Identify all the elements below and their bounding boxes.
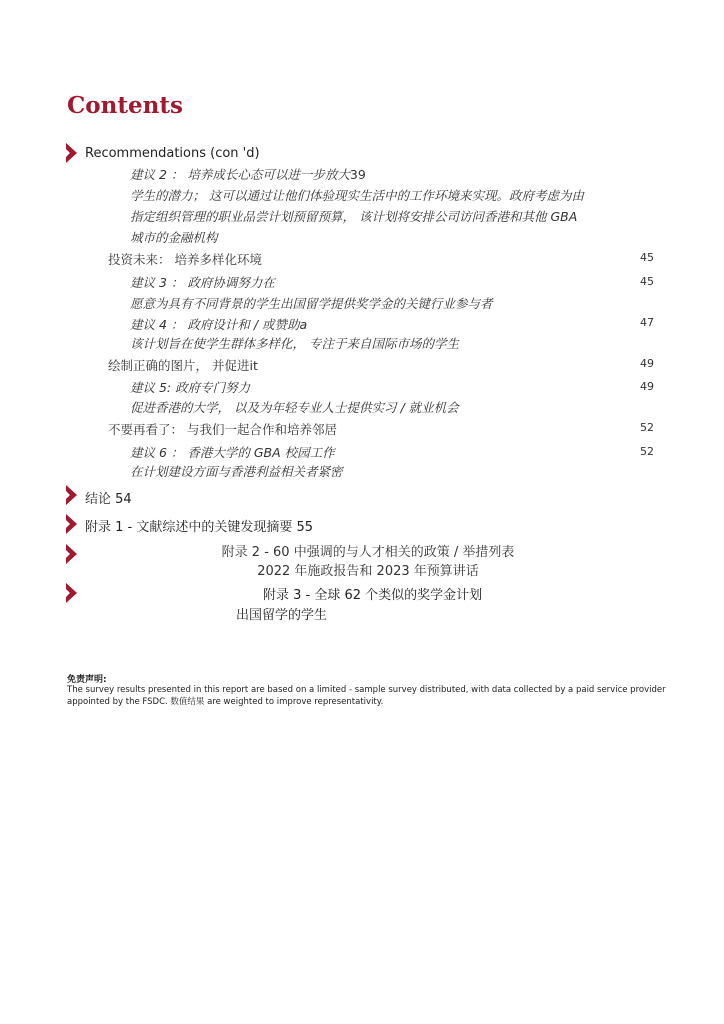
toc-rec4-line1[interactable]: 建议 4 ： 政府设计和 / 或赞助a bbox=[130, 317, 308, 332]
toc-section3-page: 52 bbox=[640, 421, 654, 434]
toc-rec3-line2: 愿意为具有不同背景的学生出国留学提供奖学金的关键行业参与者 bbox=[130, 296, 493, 311]
toc-entry-recommendations[interactable]: Recommendations (con 'd) bbox=[85, 146, 260, 161]
toc-rec5-page: 49 bbox=[640, 380, 654, 393]
chevron-right-icon bbox=[66, 583, 77, 603]
toc-rec3-page: 45 bbox=[640, 275, 654, 288]
page-title: Contents bbox=[67, 92, 183, 119]
toc-appendix3-line1[interactable]: 附录 3 - 全球 62 个类似的奖学金计划 bbox=[263, 588, 483, 603]
toc-section2-page: 49 bbox=[640, 357, 654, 370]
toc-rec2-line3: 指定组织管理的职业品尝计划预留预算， 该计划将安排公司访问香港和其他 GBA bbox=[130, 209, 578, 224]
disclaimer-heading: 免责声明: bbox=[67, 675, 107, 685]
toc-rec2-line4: 城市的金融机构 bbox=[130, 230, 218, 245]
toc-rec3-line1[interactable]: 建议 3 ： 政府协调努力在 bbox=[130, 275, 275, 290]
toc-rec5-line2: 促进香港的大学， 以及为年轻专业人士提供实习 / 就业机会 bbox=[130, 400, 459, 415]
disclaimer-text: The survey results presented in this report are based on a limited - sample survey distributed, with data collected by a paid service provider appointed by the FSDC. 数值结果 are weighted to improve representativity. bbox=[67, 685, 666, 707]
toc-rec6-line2: 在计划建设方面与香港利益相关者紧密 bbox=[130, 464, 343, 479]
chevron-right-icon bbox=[66, 143, 77, 163]
toc-appendix2-line1: 附录 2 - 60 中强调的与人才相关的政策 / 举措列表 bbox=[221, 545, 515, 560]
chevron-right-icon bbox=[66, 544, 77, 564]
toc-rec6-line1[interactable]: 建议 6 ： 香港大学的 GBA 校园工作 bbox=[130, 445, 335, 460]
toc-rec2-page: 39 bbox=[349, 167, 366, 182]
toc-appendix3-line2: 出国留学的学生 bbox=[236, 608, 328, 623]
toc-rec4-page: 47 bbox=[640, 316, 654, 329]
toc-section-investing-future[interactable]: 投资未来： 培养多样化环境 bbox=[108, 252, 262, 267]
chevron-right-icon bbox=[66, 485, 77, 505]
toc-rec2-line1[interactable] bbox=[130, 164, 366, 185]
toc-rec5-line1[interactable]: 建议 5: 政府专门努力 bbox=[130, 380, 251, 395]
chevron-right-icon bbox=[66, 514, 77, 534]
toc-rec4-line2: 该计划旨在使学生群体多样化， 专注于来自国际市场的学生 bbox=[130, 336, 459, 351]
toc-rec6-page: 52 bbox=[640, 445, 654, 458]
toc-entry-conclusion[interactable]: 结论 54 bbox=[85, 492, 132, 507]
toc-section-right-picture[interactable]: 绘制正确的图片， 并促进it bbox=[108, 358, 258, 373]
toc-rec2-text: 建议 2 ： 培养成长心态可以进一步放大 bbox=[130, 167, 350, 182]
toc-rec2-line2: 学生的潜力； 这可以通过让他们体验现实生活中的工作环境来实现。政府考虑为由 bbox=[130, 188, 584, 203]
toc-section-look-no-further[interactable]: 不要再看了： 与我们一起合作和培养邻居 bbox=[108, 422, 337, 437]
toc-section1-page: 45 bbox=[640, 251, 654, 264]
toc-entry-appendix1[interactable]: 附录 1 - 文献综述中的关键发现摘要 55 bbox=[85, 520, 314, 535]
toc-appendix2-line2: 2022 年施政报告和 2023 年预算讲话 bbox=[257, 564, 479, 579]
toc-entry-appendix2[interactable] bbox=[200, 543, 536, 581]
